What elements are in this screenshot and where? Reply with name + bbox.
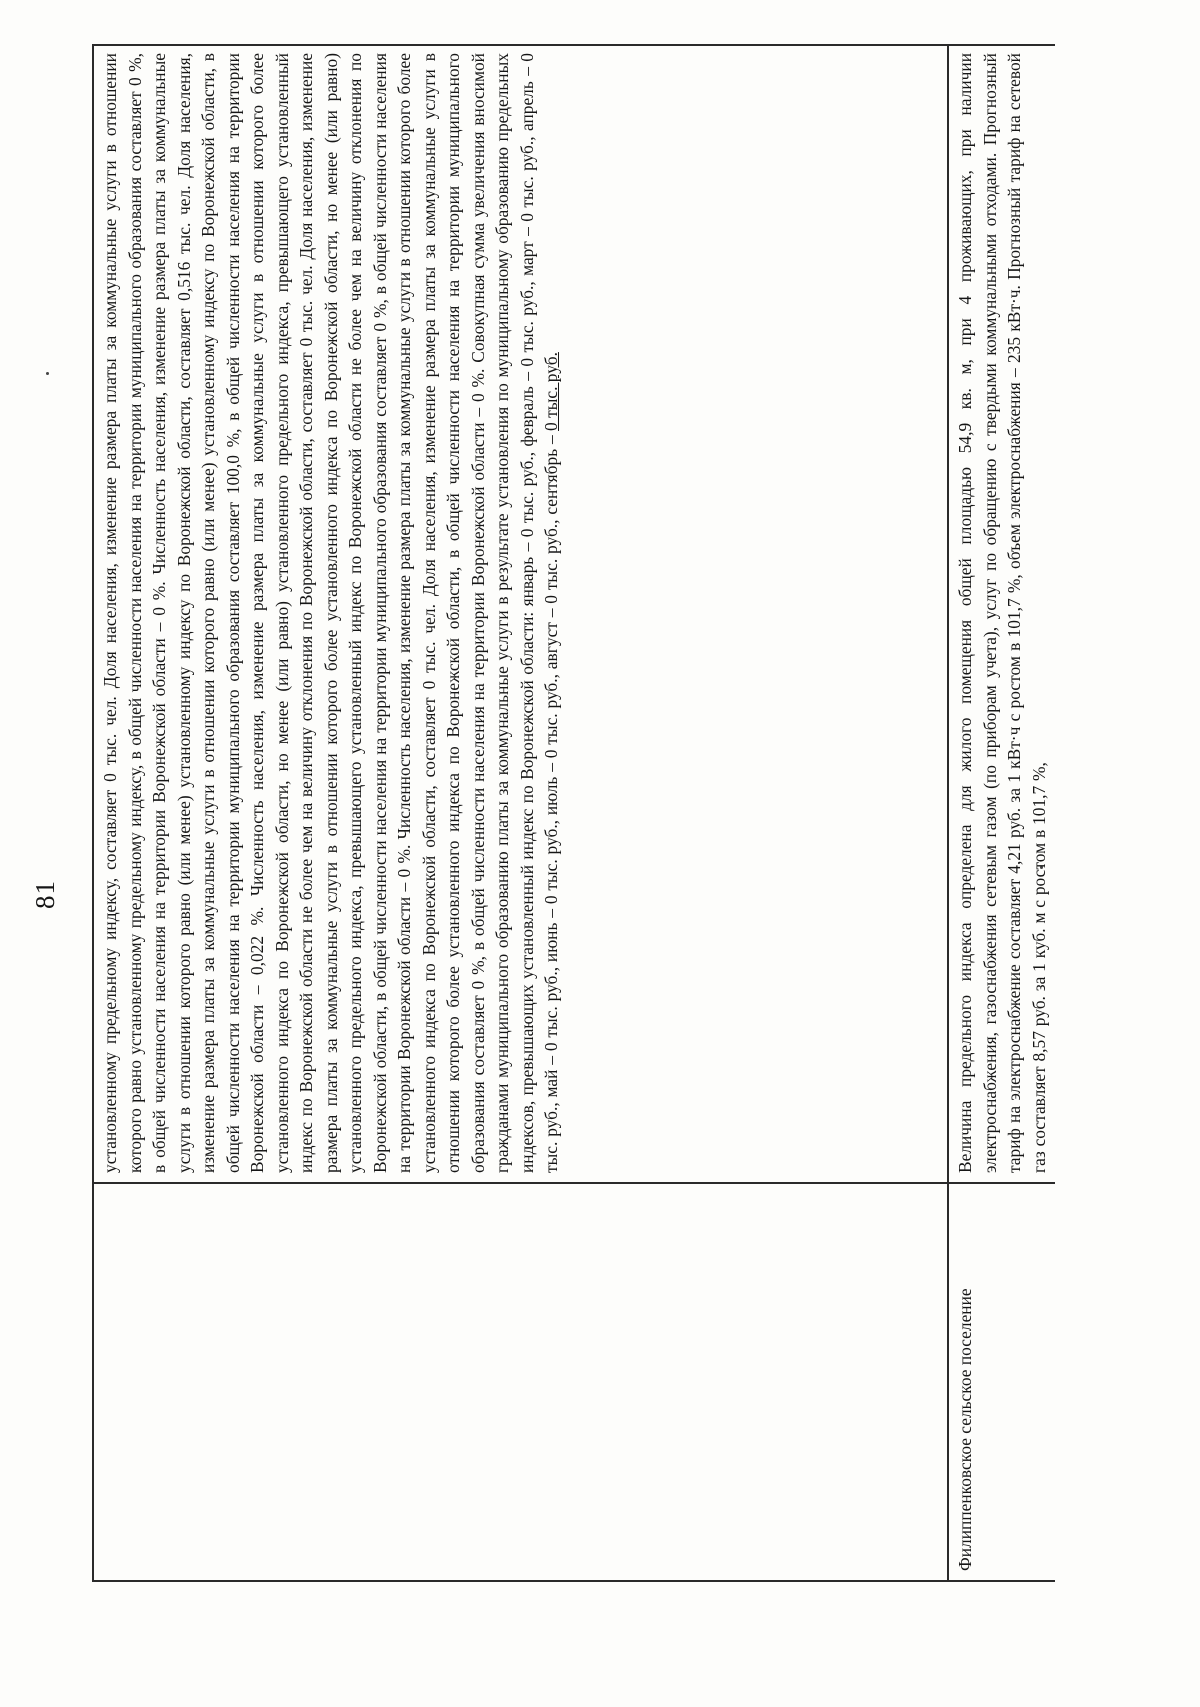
municipality-cell bbox=[93, 1183, 948, 1581]
description-cell bbox=[93, 45, 948, 1183]
municipality-cell: Филиппенковское сельское поселение bbox=[948, 1183, 1055, 1581]
table-row bbox=[93, 45, 948, 1581]
index-table bbox=[92, 44, 1055, 1582]
description-tail: 0 тыс. руб. bbox=[541, 352, 561, 431]
description-text: установленному предельному индексу, составляет 0 тыс. чел. Доля населения, изменение размера платы за коммунальные услуги в отношении которого равно установленному предельному индексу, в общей численности населения на территории муниципального образования составляет 0 %, в общей численности населения на территории Воронежской области – 0 %. Численность населения, изменение размера платы за коммунальные услуги в отношении которого равно (или менее) установленному индексу по Воронежской области, составляет 0,516 тыс. чел. Доля населения, изменение размера платы за коммунальные услуги в отношении которого равно (или менее) установленному индексу по Воронежской области, в общей численности населения на территории муниципального образования составляет 100,0 %, в общей численности населения на территории Воронежской области – 0,022 %. Численность населения, изменение размера платы за коммунальные услуги в отношении которого более установленного индекса по Воронежской области, но менее (или равно) установленного предельного индекса, превышающего установленный индекс по Воронежской области не более чем на величину отклонения по Воронежской области, составляет 0 тыс. чел. Доля населения, изменение размера платы за коммунальные услуги в отношении которого более установленного индекса по Воронежской области, но менее (или равно) установленного предельного индекса, превышающего установленный индекс по Воронежской области не более чем на величину отклонения по Воронежской области, в общей численности населения на территории муниципального образования составляет 0 %, в общей численности населения на территории Воронежской области – 0 %. Численность населения, изменение размера платы за коммунальные услуги в отношении которого более установленного индекса по Воронежской области, составляет 0 тыс. чел. Доля населения, изменение размера платы за коммунальные услуги в отношении которого более установленного индекса по Воронежской области, в общей численности населения на территории муниципального образования составляет 0 %, в общей численности населения на территории Воронежской области – 0 %. Совокупная сумма увеличения вносимой гражданами муниципального образованию платы за коммунальные услуги в результате установления по муниципальному образованию предельных индексов, превышающих установленный индекс по Воронежской области: январь – 0 тыс. руб., февраль – 0 тыс. руб., март – 0 тыс. руб., апрель – 0 тыс. руб., май – 0 тыс. руб., июнь – 0 тыс. руб., июль – 0 тыс. руб., август – 0 тыс. руб., сентябрь – bbox=[100, 53, 561, 1173]
description-text: Величина предельного индекса определена для жилого помещения общей площадью 54,9 кв. м, при 4 проживающих, при наличии электроснабжения, газоснабжения сетевым газом (по приборам учета), услуг по обращению с твердыми коммунальными отходами. Прогнозный тариф на электроснабжение составляет 4,21 руб. за 1 кВт·ч с ростом в 101,7 %, объем электроснабжения – 235 кВт·ч. Прогнозный тариф на сетевой газ составляет 8,57 руб. за 1 куб. м с ростом в 101,7 %, bbox=[955, 53, 1049, 1173]
table-row bbox=[948, 45, 1055, 1581]
description-cell bbox=[948, 45, 1055, 1183]
page-number: 81 bbox=[30, 880, 60, 909]
